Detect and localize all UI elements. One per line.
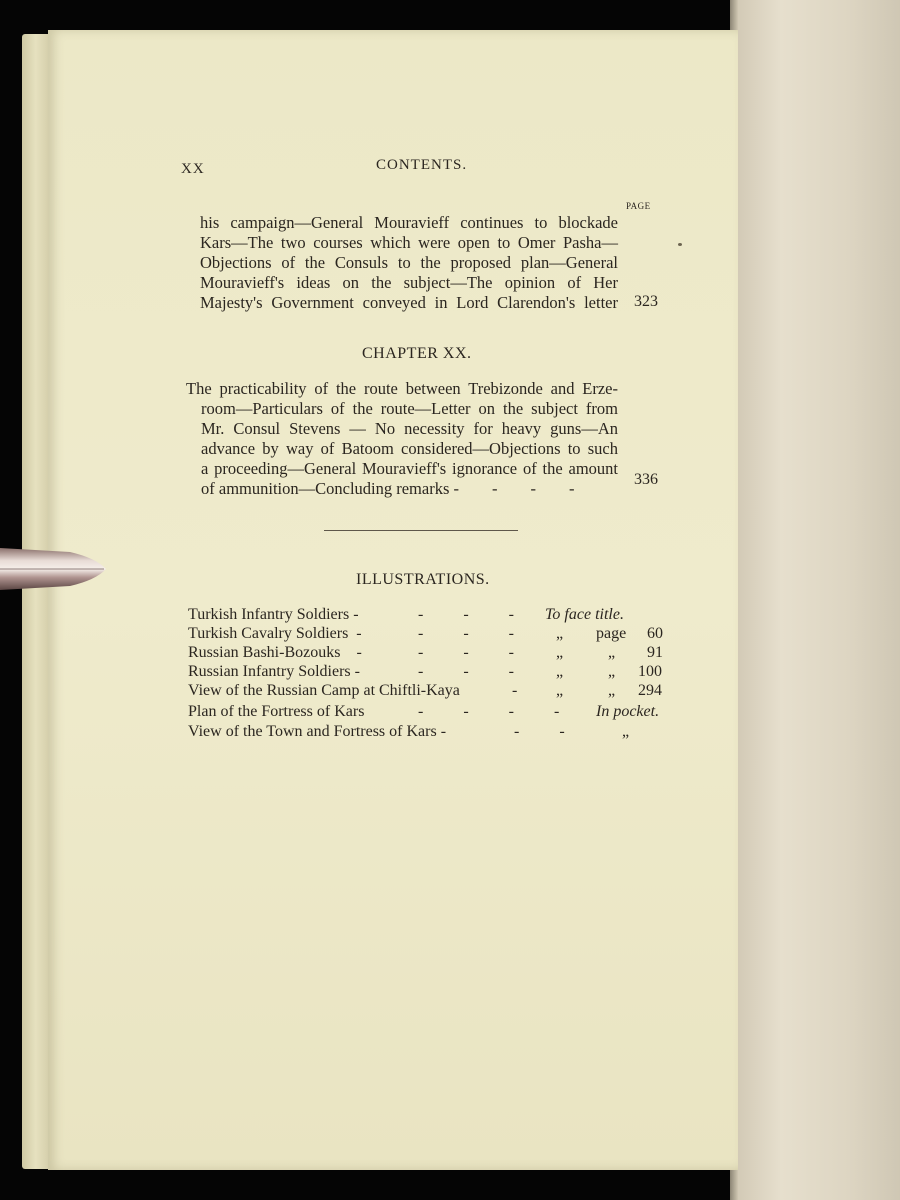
summary-line: Objections of the Consuls to the proposed plan—General <box>200 253 618 272</box>
illustration-page: 100 <box>638 663 662 680</box>
illustration-title: View of the Russian Camp at Chiftli-Kaya <box>188 682 460 699</box>
summary-line: advance by way of Batoom considered—Objections to such <box>201 439 618 458</box>
ditto-mark: „ <box>556 663 564 680</box>
section-divider <box>324 530 518 531</box>
ditto-mark: „ <box>608 663 616 680</box>
summary-line: Majesty's Government conveyed in Lord Clarendon's letter <box>200 293 618 312</box>
illustration-row <box>0 703 900 723</box>
illustration-page: 91 <box>647 644 663 661</box>
illustration-row <box>0 663 900 683</box>
leader-dashes: - - - <box>418 625 514 642</box>
summary-line: of ammunition—Concluding remarks - - - - <box>201 479 575 498</box>
summary-line: a proceeding—General Mouravieff's ignorance of the amount <box>201 459 618 478</box>
leader-dashes: - - - <box>418 644 514 661</box>
illustration-title: Turkish Cavalry Soldiers - <box>188 625 362 642</box>
illustration-title: Plan of the Fortress of Kars <box>188 703 365 720</box>
leader-dashes: - - <box>514 723 565 740</box>
summary-line: Mr. Consul Stevens — No necessity for heavy guns—An <box>201 419 618 438</box>
summary-line: The practicability of the route between Trebizonde and Erze- <box>186 379 618 398</box>
illustration-page: 60 <box>647 625 663 642</box>
leader-dashes: - - - <box>418 663 514 680</box>
chapter-xx-summary <box>186 379 618 499</box>
leader-dashes: - - - <box>418 606 514 623</box>
ditto-mark: „ <box>556 682 564 699</box>
ditto-mark: „ <box>608 682 616 699</box>
illustration-row <box>0 723 900 743</box>
illustration-row <box>0 606 900 626</box>
ditto-mark: „ <box>608 644 616 661</box>
summary-line: room—Particulars of the route—Letter on the subject from <box>201 399 618 418</box>
chapter-xix-summary-continued <box>200 213 618 313</box>
illustration-row <box>0 644 900 664</box>
running-head: CONTENTS. <box>376 157 468 173</box>
summary-line: Mouravieff's ideas on the subject—The opinion of Her <box>200 273 618 292</box>
summary-line: Kars—The two courses which were open to Omer Pasha— <box>200 233 618 252</box>
summary-line: his campaign—General Mouravieff continues to blockade <box>200 213 618 232</box>
leader-dashes: - - - - <box>418 703 560 720</box>
illustration-title: Turkish Infantry Soldiers - <box>188 606 359 623</box>
illustration-title: View of the Town and Fortress of Kars - <box>188 723 447 740</box>
page-column-label: PAGE <box>626 201 651 211</box>
metal-bookmark-icon <box>0 542 106 596</box>
book-cover-right <box>730 0 900 1200</box>
illustration-page: 294 <box>638 682 662 699</box>
ink-speck <box>678 243 682 246</box>
illustration-title: Russian Infantry Soldiers - <box>188 663 360 680</box>
page-number: XX <box>181 161 205 177</box>
chapter-heading: CHAPTER XX. <box>362 345 472 362</box>
ditto-mark: „ <box>556 644 564 661</box>
illustration-row <box>0 625 900 645</box>
illustrations-heading: ILLUSTRATIONS. <box>356 571 490 588</box>
chapter-xix-page: 323 <box>634 293 658 310</box>
illustration-title: Russian Bashi-Bozouks - <box>188 644 362 661</box>
illustration-location: In pocket. <box>596 703 660 720</box>
page-word: page <box>596 625 627 642</box>
ditto-mark: „ <box>622 723 630 740</box>
chapter-xx-page: 336 <box>634 471 658 488</box>
illustration-row <box>0 682 900 702</box>
leader-dashes: - <box>512 682 518 699</box>
ditto-mark: „ <box>556 625 564 642</box>
illustration-location: To face title. <box>545 606 624 623</box>
